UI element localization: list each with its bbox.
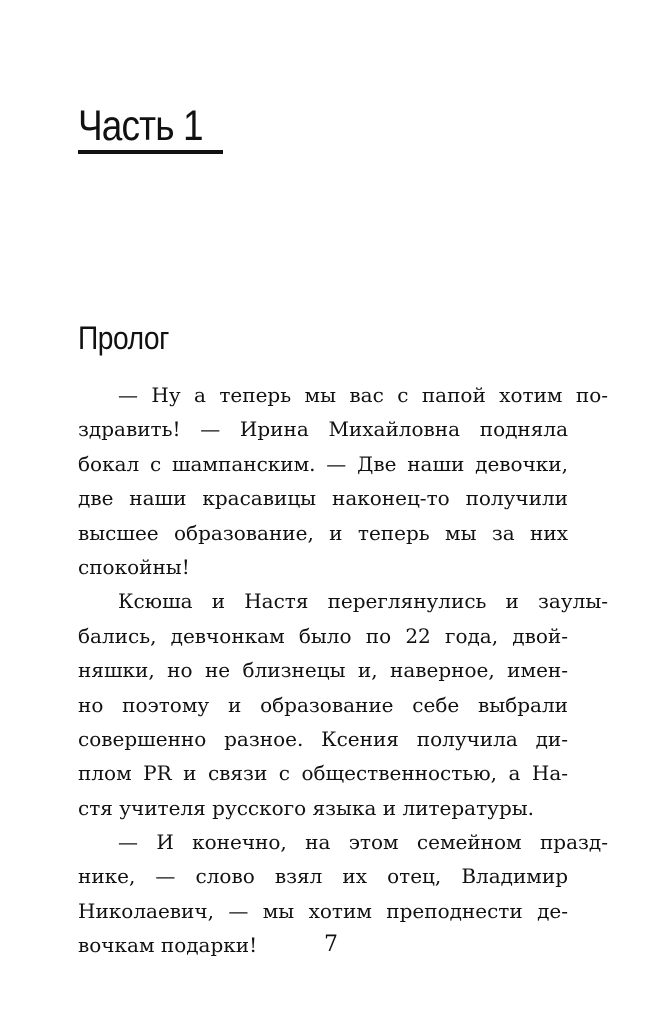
text-line: две наши красавицы наконец-то получили xyxy=(78,486,568,511)
body-text xyxy=(78,378,608,963)
text-line: нике, — слово взял их отец, Владимир xyxy=(78,864,568,889)
text-line: здравить! — Ирина Михайловна подняла xyxy=(78,417,568,442)
text-line: бокал с шампанским. — Две наши девочки, xyxy=(78,451,568,476)
page-number: 7 xyxy=(324,932,338,957)
text-line: — Ну а теперь мы вас с папой хотим по- xyxy=(118,383,608,407)
text-line: высшее образование, и теперь мы за них xyxy=(78,520,568,545)
chapter-title: Пролог xyxy=(78,320,169,356)
text-line: бались, девчонкам было по 22 года, двой- xyxy=(78,623,568,648)
part-title: Часть 1 xyxy=(78,102,203,150)
text-line: спокойны! xyxy=(78,554,190,579)
text-line: стя учителя русского языка и литературы. xyxy=(78,795,535,820)
text-line: Ксюша и Настя переглянулись и заулы- xyxy=(118,589,608,614)
text-line: но поэтому и образование себе выбрали xyxy=(78,692,568,717)
text-line: няшки, но не близнецы и, наверное, имен- xyxy=(78,658,568,683)
text-line: плом PR и связи с общественностью, а На- xyxy=(78,761,568,786)
text-line: вочкам подарки! xyxy=(78,933,258,958)
text-line: — И конечно, на этом семейном празд- xyxy=(118,830,608,855)
part-title-underline xyxy=(78,150,223,154)
text-line: совершенно разное. Ксения получила ди- xyxy=(78,726,568,751)
text-line: Николаевич, — мы хотим преподнести де- xyxy=(78,898,568,923)
